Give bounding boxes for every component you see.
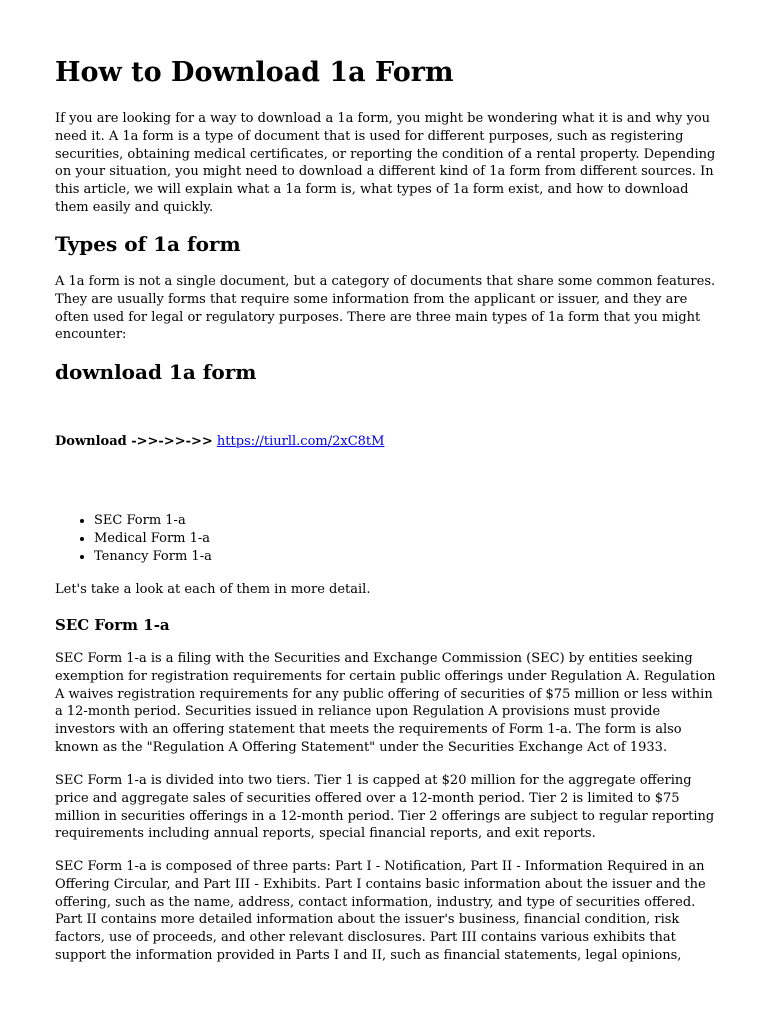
list-item: • Tenancy Form 1-a xyxy=(94,548,212,566)
types-heading: Types of 1a form xyxy=(55,232,241,256)
intro-paragraph: If you are looking for a way to download a 1a form, you might be wondering what it is and why you need it. A 1a form is a type of document that is used for different purposes, such as registering securities, obtaining medical certificates, or reporting the condition of a rental property. Depending on your situation, you might need to download a different kind of 1a form from different sources. In this article, we will explain what a 1a form is, what types of 1a form exist, and how to download them easily and quickly. xyxy=(55,111,716,215)
list-item: • SEC Form 1-a xyxy=(94,512,212,530)
look-paragraph: Let's take a look at each of them in more detail. xyxy=(55,582,371,597)
download-heading: download 1a form xyxy=(55,360,257,384)
download-label: Download ->>->>->> xyxy=(55,434,213,449)
form-types-list xyxy=(55,512,212,566)
sec-paragraph-3: SEC Form 1-a is composed of three parts: Part I - Notification, Part II - Information Required in an Offering Circular, and Part III - Exhibits. Part I contains basic information about the issuer and the offering, such as the name, address, contact information, industry, and type of securities offered. Part II contains more detailed information about the issuer's business, financial condition, risk factors, use of proceeds, and other relevant disclosures. Part III contains various exhibits that support the information provided in Parts I and II, such as financial statements, legal opinions, xyxy=(55,859,706,963)
sec-paragraph-2: SEC Form 1-a is divided into two tiers. Tier 1 is capped at $20 million for the aggregate offering price and aggregate sales of securities offered over a 12-month period. Tier 2 is limited to $75 million in securities offerings in a 12-month period. Tier 2 offerings are subject to regular reporting requirements including annual reports, special financial reports, and exit reports. xyxy=(55,773,715,842)
page-title: How to Download 1a Form xyxy=(55,57,454,88)
download-link[interactable]: https://tiurll.com/2xC8tM xyxy=(216,434,385,449)
types-paragraph: A 1a form is not a single document, but a category of documents that share some common features. They are usually forms that require some information from the applicant or issuer, and they are often used for legal or regulatory purposes. There are three main types of 1a form that you might encounter: xyxy=(55,274,716,343)
sec-heading: SEC Form 1-a xyxy=(55,616,170,634)
sec-paragraph-1: SEC Form 1-a is a filing with the Securities and Exchange Commission (SEC) by entities seeking exemption for registration requirements for certain public offerings under Regulation A. Regulation A waives registration requirements for any public offering of securities of $75 million or less within a 12-month period. Securities issued in reliance upon Regulation A provisions must provide investors with an offering statement that meets the requirements of Form 1-a. The form is also known as the "Regulation A Offering Statement" under the Securities Exchange Act of 1933. xyxy=(55,651,716,755)
list-item: • Medical Form 1-a xyxy=(94,530,212,548)
download-line xyxy=(55,433,384,451)
